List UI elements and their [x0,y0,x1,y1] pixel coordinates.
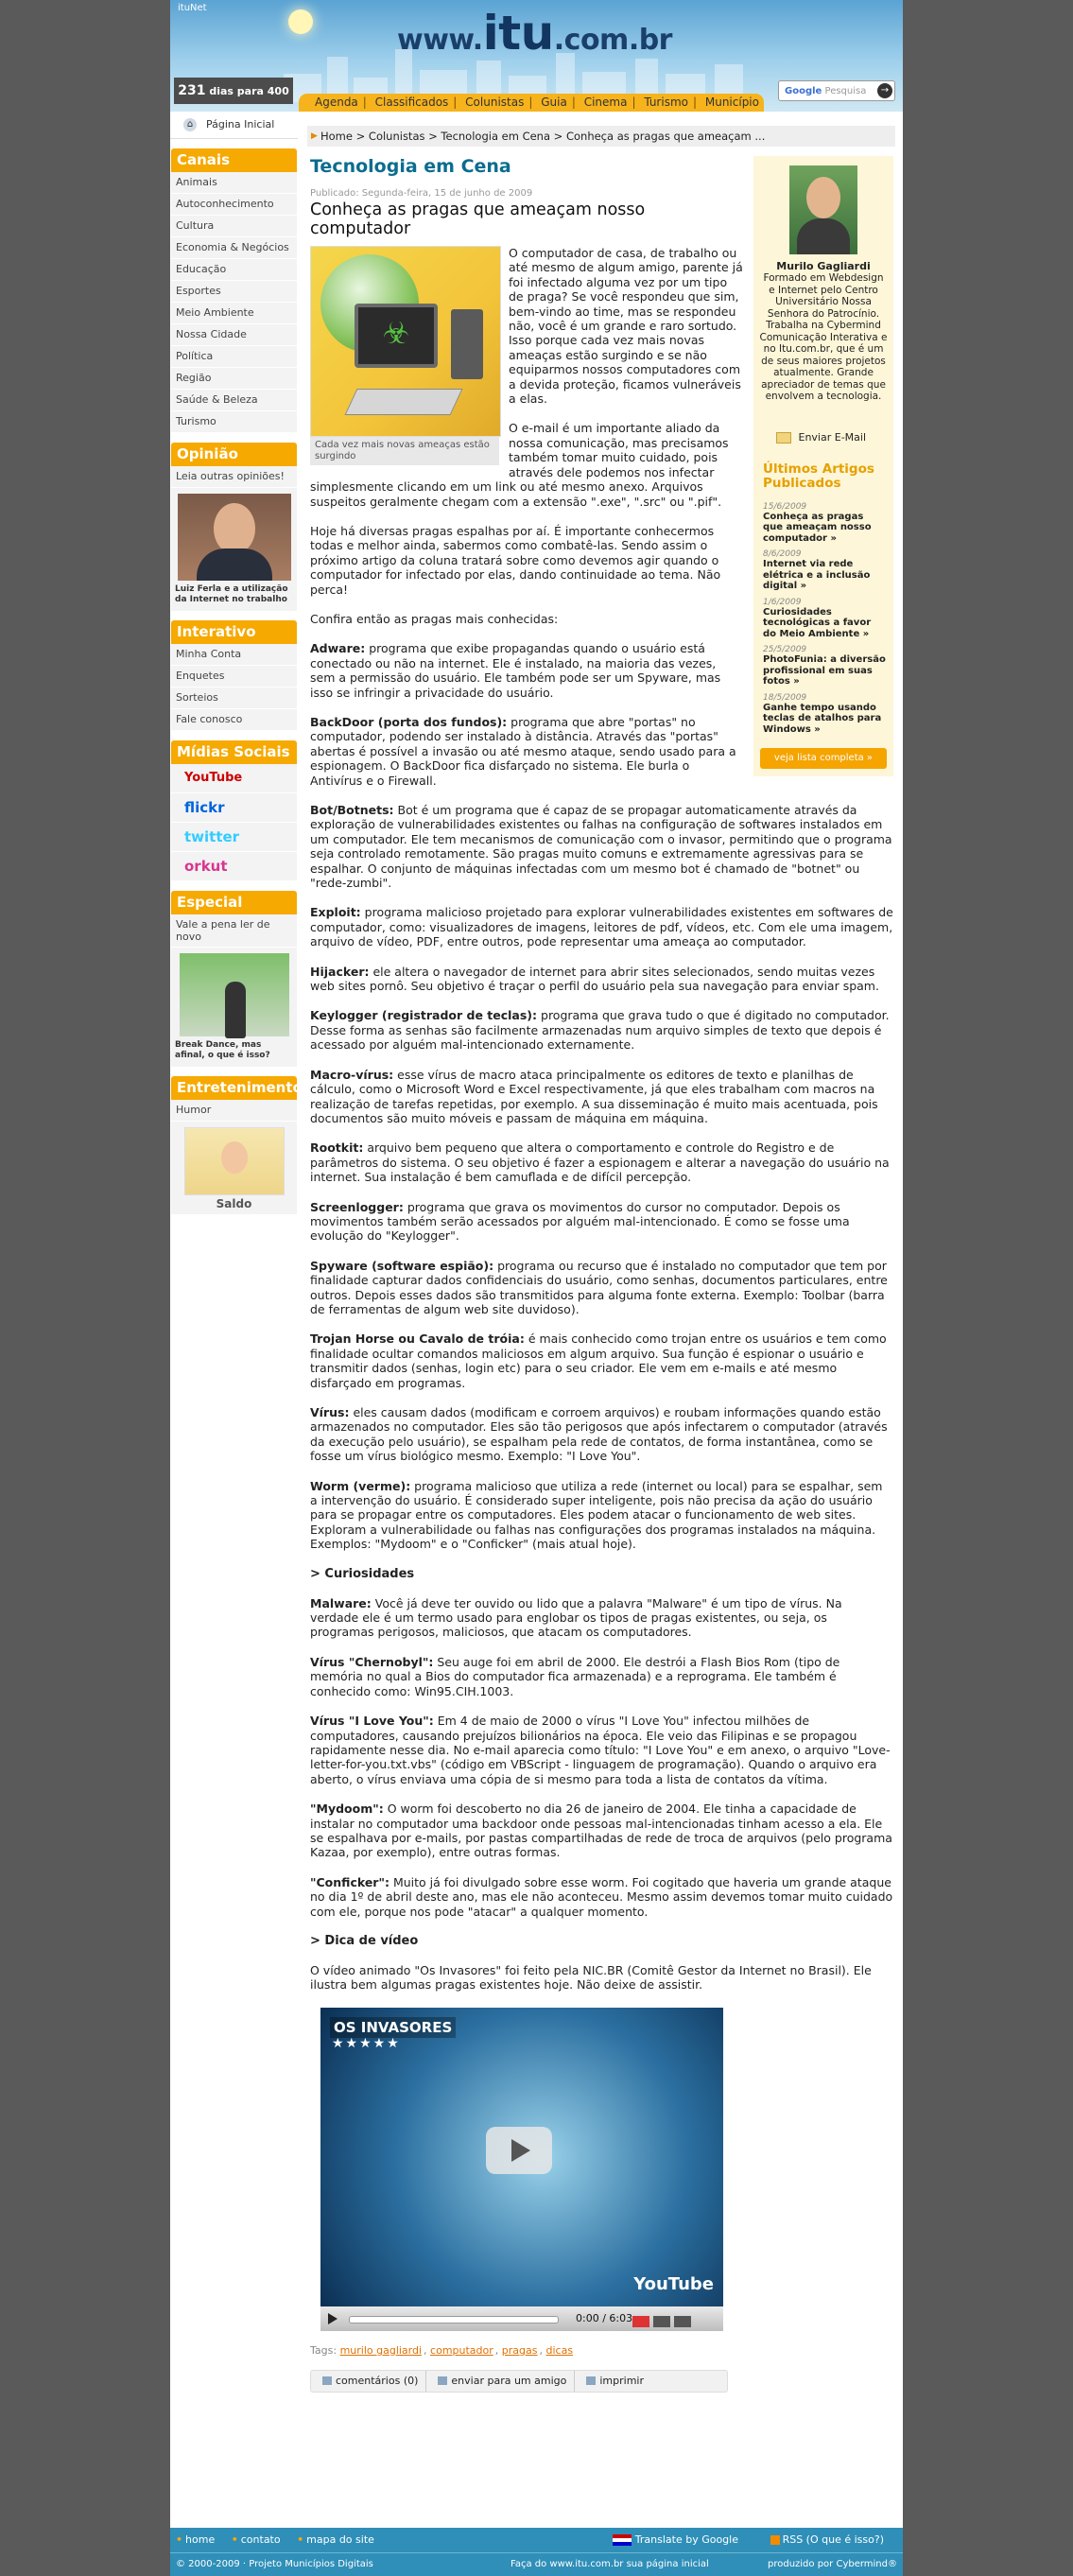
canal-animais[interactable]: Animais [171,172,297,194]
latest-articles-list [753,491,893,736]
term-text: programa ou recurso que é instalado no computador que tem por finalidade capturar dados confidenciais do usuário, como senhas, documentos particulares, entre outros. Depois esses dados são transmitidos para alguma fonte externa. Exemplo: Toolbar (barra de ferramentas de algum web site duvidoso). [310,1258,888,1316]
send-friend-button[interactable] [426,2371,575,2392]
tag-link[interactable]: computador [430,2343,493,2357]
term-paragraph [310,1068,893,1126]
breadcrumb-arrow-icon: ▶ [311,131,318,141]
term-paragraph [310,1405,893,1464]
canal-saude[interactable]: Saúde & Beleza [171,390,297,411]
curiosity-text: Muito já foi divulgado sobre esse worm. Foi cogitado que haveria um grande ataque no dia 1º de abril deste ano, mas ele não aconteceu. Mesmo assim devemos tomar muito cuidado com ele, porque nos pode "atacar" a qualquer momento. [310,1874,893,1919]
video-paragraph: O vídeo animado "Os Invasores" foi feito pela NIC.BR (Comitê Gestor da Internet no Brasil). Ele ilustra bem algumas pragas existentes hoje. Não deixe de assistir. [310,1962,872,1993]
curiosity-name: Vírus "I Love You": [310,1714,434,1729]
flickr-link[interactable]: flickr [171,793,297,823]
midias-section [170,740,298,881]
author-bio: Formado em Webdesign e Internet pelo Centro Universitário Nossa Senhora do Patrocínio. Trabalha na Cybermind Comunicação Interativa e no Itu.com.br, que é um de seus maiores projetos atualmente. Grande apreciador de temas que envolvem a tecnologia. [759,272,888,402]
site-footer [170,2528,903,2576]
term-paragraph [310,1008,893,1052]
breadcrumb [307,126,895,147]
term-text: programa que exibe propagandas quando o usuário está conectado ou não na internet. Ele é instalado, na maioria das vezes, sem a permissão do usuário. Ele também pode ser um Spyware, mas isso se infringir a privacidade do usuário. [310,641,721,700]
especial-feature[interactable] [171,948,297,1067]
home-link[interactable] [170,112,298,139]
curiosity-paragraph [310,1801,893,1860]
author-box [753,156,893,776]
entretenimento-section [170,1076,303,1214]
term-paragraph [310,1479,893,1552]
article-actions [310,2370,728,2393]
logo-prefix: www. [397,24,483,57]
curiosity-paragraph [310,1714,893,1786]
play-icon[interactable] [328,2313,337,2324]
interativo-enquetes[interactable]: Enquetes [171,666,297,688]
saldo-label: Saldo [216,1197,252,1210]
interativo-section [170,620,298,731]
footer-contato-link[interactable]: • contato [231,2533,281,2546]
video-heading: > Dica de vídeo [310,1933,419,1948]
term-name: Trojan Horse ou Cavalo de tróia: [310,1332,525,1347]
term-name: Spyware (software espião): [310,1258,494,1273]
opiniao-section [170,443,298,611]
translate-link[interactable]: Translate by Google [613,2528,738,2552]
especial-section [170,891,298,1067]
site-logo[interactable] [397,6,672,61]
tag-link[interactable]: murilo gagliardi [339,2343,423,2357]
curiosity-name: Vírus "Chernobyl": [310,1654,434,1669]
latest-date: 25/5/2009 [763,645,807,654]
home-icon: ⌂ [183,118,197,131]
term-paragraph [310,1140,893,1184]
term-name: Vírus: [310,1405,350,1419]
latest-articles-title: Últimos Artigos Publicados [763,461,874,491]
canal-nossa-cidade[interactable]: Nossa Cidade [171,324,297,346]
print-label: imprimir [599,2374,645,2387]
search-placeholder: Pesquisa [824,86,867,96]
opiniao-caption[interactable]: Luiz Ferla e a utilização da Internet no trabalho [175,584,288,604]
itunet-logo[interactable]: ituNet [178,3,207,13]
term-paragraph [310,905,893,949]
footer-sitemap-link[interactable]: • mapa do site [297,2533,374,2546]
entretenimento-humor[interactable]: Humor [171,1100,297,1122]
term-text: esse vírus de macro ataca principalmente os editores de texto e planilhas de cálculo, como o Microsoft Word e Excel respectivamente, já que eles trabalham com macros na realização de tarefas repetidas, por exemplo. A sua disseminação é muito mais acentuada, pois documentos são muito móveis e passam de máquina em máquina. [310,1067,878,1125]
article-paragraph: Confira então as pragas mais conhecidas: [310,611,559,626]
video-controls [320,2306,723,2331]
tag-link[interactable]: pragas [501,2343,538,2357]
especial-link[interactable]: Vale a pena ler de novo [171,914,297,948]
youtube-brand[interactable]: YouTube [633,2273,714,2294]
term-text: programa que grava tudo o que é digitado no computador. Desse forma as senhas são facilmente armazenadas num arquivo simples de texto que depois é acessado por alguém mal-intencionado externamente. [310,1008,890,1053]
copyright: © 2000-2009 · Projeto Municípios Digitais [176,2559,373,2569]
term-text: programa malicioso projetado para explorar vulnerabilidades existentes em softwares de computador, como: visualizadores de imagens, leitores de pdf, vídeos, etc. Com ele uma imagem, arquivo de vídeo, PDF, entre outros, pode representar uma ameaça ao computador. [310,905,893,949]
especial-caption[interactable]: Break Dance, mas afinal, o que é isso? [175,1040,270,1060]
canal-educacao[interactable]: Educação [171,259,297,281]
article-title: Conheça as pragas que ameaçam nosso computador [310,200,646,238]
term-text: Bot é um programa que é capaz de se propagar automaticamente através da exploração de vulnerabilidades existentes ou falhas na configuração de softwares instalados em um computador. Ele tem mecanismos de comunicação com o invasor, permitindo que o programa seja controlado remotamente. São pragas muito comuns e extremamente agressivas para se espalhar. O conjunto de máquinas infectadas com um mesmo bot é chamado de "botnet" ou "rede-zumbi". [310,803,892,891]
top-navigation: Agenda | Classificados | Colunistas | Guia | Cinema | Turismo | Município [299,94,764,112]
curiosity-name: "Conficker": [310,1874,389,1889]
author-photo [789,165,857,254]
opiniao-link[interactable]: Leia outras opiniões! [171,466,297,488]
canais-title: Canais [171,148,297,172]
latest-article-link[interactable]: Curiosidades tecnológicas a favor do Meio Ambiente » [763,606,872,639]
breadcrumb-text[interactable]: Home > Colunistas > Tecnologia em Cena > Conheça as pragas que ameaçam ... [320,130,766,143]
term-paragraph [310,803,893,890]
term-name: Exploit: [310,905,361,920]
rss-icon [770,2535,780,2545]
term-name: Screenlogger: [310,1199,404,1214]
comments-button[interactable] [311,2371,426,2392]
video-play-overlay-icon[interactable] [486,2127,552,2174]
term-name: BackDoor (porta dos fundos): [310,714,508,729]
sun-graphic [288,9,313,34]
curiosity-text: Você já deve ter ouvido ou lido que a palavra "Malware" é um tipo de vírus. Na verdade ele é um termo usado para englobar os tipos de pragas existentes, ou seja, os programas perigosos, maliciosos, que atacam os computadores. [310,1595,842,1640]
flag-icon [613,2534,632,2546]
youtube-link[interactable]: YouTube [171,764,297,793]
term-name: Rootkit: [310,1140,364,1156]
orkut-link[interactable]: orkut [171,852,297,881]
mail-icon [438,2376,447,2385]
google-label: Google [785,86,822,96]
latest-article-link[interactable]: PhotoFunia: a diversão profissional em suas fotos » [763,654,886,687]
article-paragraph: O e-mail é um importante aliado da nossa comunicação, mas precisamos também tomar muito cuidado, pois através dele podemos nos infectar simplesmente clicando em um link ou até mesmo anexo. Arquivos suspeitos geralmente chegam com a extensão ".exe", ".src" ou ".pif". [310,421,729,509]
latest-date: 18/5/2009 [763,692,807,703]
video-time: 0:00 / 6:03 [576,2311,633,2324]
saldo-cartoon[interactable] [171,1122,297,1214]
curiosidades-heading: > Curiosidades [310,1566,415,1581]
logo-suffix: .com.br [553,24,672,57]
curiosity-paragraph [310,1875,893,1919]
latest-date: 8/6/2009 [763,549,802,559]
full-list-button[interactable]: veja lista completa » [760,748,887,769]
footer-home-link[interactable]: • home [176,2533,216,2546]
interativo-title: Interativo [171,620,297,644]
canais-section [170,148,298,433]
video-rating: ★★★★★ [332,2035,401,2051]
left-sidebar [170,112,303,1214]
term-text: eles causam dados (modificam e corroem arquivos) e roubam informações quando estão armazenados no computador. Eles são tão perigosos que após infectarem o computador (através da execução pelo usuário), se espalham pela rede de contatos, de forma instantânea, como se fosse um vírus biológico mesmo. Exemplo: "I Love You". [310,1405,888,1464]
comment-icon [322,2376,332,2385]
homepage-link[interactable]: Faça do www.itu.com.br sua página inicial [511,2559,709,2569]
entretenimento-title: Entretenimento [171,1076,297,1100]
search-go-icon[interactable]: → [877,83,892,98]
send-friend-label: enviar para um amigo [451,2374,567,2387]
comments-label: comentários (0) [336,2374,419,2387]
curiosity-paragraph [310,1655,893,1698]
nav-turismo[interactable]: Turismo [644,96,688,109]
term-text: arquivo bem pequeno que altera o comportamento e controle do Registro e de parâmetros do sistema. O seu objetivo é fazer a espionagem e alterar a navegação do usuário na internet. Sua instalação é bem camuflada e de difícil percepção. [310,1140,890,1185]
main-content [310,156,893,2393]
player-controls [632,2312,695,2331]
author-name: Murilo Gagliardi [776,260,871,272]
send-email-link[interactable] [776,431,893,444]
google-search-input[interactable] [778,80,895,101]
send-email-label: Enviar E-Mail [798,430,867,444]
figure-caption: Cada vez mais novas ameaças estão surgindo [310,437,499,465]
twitter-link[interactable]: twitter [171,823,297,852]
canal-cultura[interactable]: Cultura [171,216,297,237]
term-text: é mais conhecido como trojan entre os usuários e tem como finalidade ocultar comandos maliciosos em algum arquivo. Sua função é espionar o usuário e transmitir dados (senhas, login etc) para o seu criador. Ele vem em e-mails e até mesmo disfarçado em programas. [310,1332,887,1390]
article-figure [310,246,499,465]
latest-article-link[interactable]: Conheça as pragas que ameaçam nosso computador » [763,511,872,544]
tag-link[interactable]: dicas [545,2343,574,2357]
curiosity-name: "Mydoom": [310,1801,384,1817]
opiniao-title: Opinião [171,443,297,466]
canal-economia[interactable]: Economia & Negócios [171,237,297,259]
canal-regiao[interactable]: Região [171,368,297,390]
especial-photo[interactable] [180,953,289,1036]
term-paragraph [310,965,893,994]
term-name: Bot/Botnets: [310,803,394,817]
video-progress-slider[interactable] [349,2316,559,2324]
curiosity-text: O worm foi descoberto no dia 26 de janeiro de 2004. Ele tinha a capacidade de instalar no computador uma backdoor onde pessoas mal-intencionadas tinham acesso a ela. Ele se espalhava por e-mails, por pastas compartilhadas de rede de troca de arquivos (pelo programa Kazaa, por exemplo), entre outras formas. [310,1801,892,1860]
print-button[interactable] [575,2371,651,2392]
curiosity-text: Em 4 de maio de 2000 o vírus "I Love You" infectou milhões de computadores, causando prejuízos bilionários na época. Ele veio das Filipinas e se propagou rapidamente nesse dia. No e-mail aparecia como título: "I Love You" e em anexo, o arquivo "Love-letter-for-you.txt.vbs" (código em VBScript - linguagem de programação). Quando o arquivo era aberto, o vírus enviava uma cópia de si mesmo para toda a lista de contatos da vítima. [310,1714,891,1786]
column-title[interactable]: Tecnologia em Cena [310,156,511,177]
page [170,0,903,2576]
article-paragraph: Hoje há diversas pragas espalhas por aí. É importante conhecermos todas e melhor ainda, sabermos como combatê-las. Sendo assim o próximo artigo da coluna tratará sobre como devemos agir quando o computador for infectado por elas, dando continuidade ao tema. Não perca! [310,523,721,597]
interativo-sorteios[interactable]: Sorteios [171,688,297,709]
publish-date: Publicado: Segunda-feira, 15 de junho de 2009 [310,188,533,199]
site-header [170,0,903,112]
term-name: Worm (verme): [310,1478,411,1493]
canal-politica[interactable]: Política [171,346,297,368]
footer-info-row [170,2553,903,2576]
term-text: programa malicioso que utiliza a rede (internet ou local) para se espalhar, sem a intervenção do usuário. É considerado super inteligente, pois não precisa da ação do usuário para se propagar entre os computadores. Eles podem atacar o funcionamento de web sites. Exploram a vulnerabilidade ou falhas nas configurações dos programas instalados na máquina. Exemplos: "Mydoom" e o "Conficker" (mais atual hoje). [310,1478,883,1552]
fullscreen-icon[interactable] [674,2316,691,2327]
term-text: programa que abre "portas" no computador, podendo ser instalado à distância. Através das "portas" abertas é possível a invasão ou até mesmo ataque, sendo usado para a espionagem. O BackDoor fica disfarçado no sistema. Ele burla o Antivírus e o Firewall. [310,714,736,788]
nav-agenda[interactable]: Agenda [315,96,358,109]
nav-classificados[interactable]: Classificados [374,96,449,109]
logo-main: itu [482,6,554,61]
envelope-icon [776,432,791,444]
article-paragraph: O computador de casa, de trabalho ou até mesmo de algum amigo, parente já foi infectado alguma vez por um tipo de praga? Se você respondeu que sim, bem-vindo ao time, mas se respondeu não, você é um grande e raro sortudo. Isso porque cada vez mais novas ameaças estão surgindo e se não equiparmos nossos computadores com a devida proteção, ficamos vulneráveis a elas. [509,246,743,407]
home-label: Página Inicial [206,118,275,131]
midias-title: Mídias Sociais [171,740,297,764]
nav-guia[interactable]: Guia [541,96,567,109]
anniversary-countdown [174,78,293,104]
interativo-fale-conosco[interactable]: Fale conosco [171,709,297,731]
opiniao-photo[interactable] [178,494,291,581]
nav-colunistas[interactable]: Colunistas [465,96,525,109]
nav-cinema[interactable]: Cinema [583,96,628,109]
opiniao-feature[interactable] [171,488,297,611]
term-name: Keylogger (registrador de teclas): [310,1008,538,1023]
tags-label: Tags: [310,2343,337,2357]
nav-municipio[interactable]: Município [704,96,759,109]
print-icon [586,2376,596,2385]
curiosity-name: Malware: [310,1595,372,1610]
latest-date: 1/6/2009 [763,597,802,607]
term-name: Hijacker: [310,964,370,979]
term-paragraph [310,1332,893,1390]
fullscreen-small-icon[interactable] [653,2316,670,2327]
tags: Tags: murilo gagliardi , computador , pragas , dicas [310,2343,574,2357]
video-player[interactable] [320,2008,723,2331]
anniversary-text: dias para 400 [209,85,289,97]
curiosity-paragraph [310,1596,893,1640]
canal-turismo[interactable]: Turismo [171,411,297,433]
term-text: programa que grava os movimentos do cursor no computador. Depois os movimentos também serão acessados por alguém mal-intencionado. É como se fosse uma evolução do "Keylogger". [310,1199,850,1244]
term-text: ele altera o navegador de internet para abrir sites selecionados, sendo muitas vezes web sites pornô. Seu objetivo é traçar o perfil do usuário pela sua navegação para enviar spam. [310,964,879,994]
canal-meio-ambiente[interactable]: Meio Ambiente [171,303,297,324]
canal-esportes[interactable]: Esportes [171,281,297,303]
term-name: Macro-vírus: [310,1067,394,1082]
term-paragraph [310,1200,893,1244]
term-name: Adware: [310,641,366,656]
footer-links-row [170,2528,903,2553]
rss-link[interactable]: RSS (O que é isso?) [770,2528,884,2552]
interativo-minha-conta[interactable]: Minha Conta [171,644,297,666]
article-image [310,246,501,437]
especial-title: Especial [171,891,297,914]
latest-article-link[interactable]: Internet via rede elétrica e a inclusão digital » [763,559,871,591]
term-paragraph [310,1259,893,1317]
curiosity-text: Seu auge foi em abril de 2000. Ele destrói a Flash Bios Rom (tipo de memória no qual a Bios do computador fica armazenada) e a reprograma. Ele também é conhecido como: Win95.CIH.1003. [310,1654,840,1698]
saldo-image[interactable] [184,1127,285,1195]
video-title: OS INVASORES [330,2017,456,2038]
latest-article-link[interactable]: Ganhe tempo usando teclas de atalhos para Windows » [763,702,882,735]
canal-autoconhecimento[interactable]: Autoconhecimento [171,194,297,216]
producer-link[interactable]: produzido por Cybermind® [767,2559,897,2569]
anniversary-days: 231 [178,83,206,98]
volume-icon[interactable] [632,2316,649,2327]
latest-date: 15/6/2009 [763,501,807,512]
